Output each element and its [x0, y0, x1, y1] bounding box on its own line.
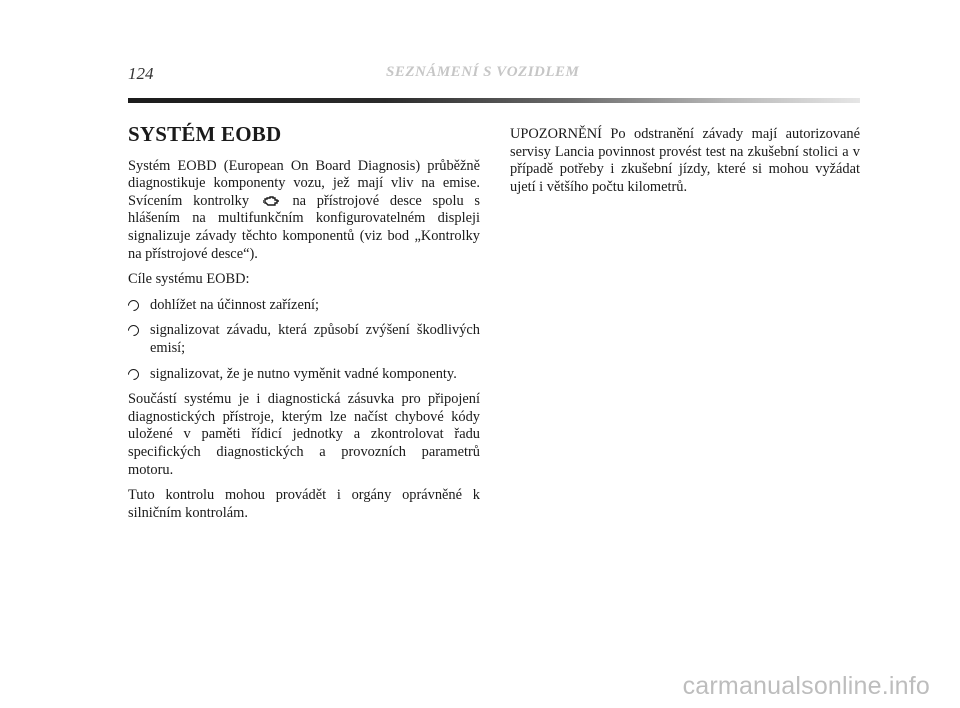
header-rule: [128, 98, 860, 103]
bullet-icon: [126, 323, 142, 339]
goal-text: dohlížet na účinnost zařízení;: [150, 296, 320, 313]
left-column: [128, 120, 480, 530]
running-header: SEZNÁMENÍ S VOZIDLEM: [386, 64, 580, 80]
list-item: [128, 297, 480, 315]
section-title: SYSTÉM EOBD: [128, 122, 282, 146]
goals-heading: Cíle systému EOBD:: [128, 271, 250, 288]
right-column: [510, 126, 860, 204]
intro-paragraph: [128, 158, 480, 264]
goal-text: signalizovat, že je nutno vyměnit vadné komponenty.: [150, 365, 457, 382]
goals-list: [128, 297, 480, 383]
bullet-icon: [126, 366, 142, 382]
intro-text-end: na přístrojové desce spolu s hlášením na multifunkčním konfigurovatelném displeji signalizuje závady těchto komponentů (viz bod „Kontrolky na přístrojové desce“).: [128, 192, 480, 262]
bullet-icon: [126, 297, 142, 313]
page-number: 124: [128, 64, 154, 83]
warning-paragraph: UPOZORNĚNÍ Po odstranění závady mají autorizované servisy Lancia povinnost provést test na zkušební stolici a v případě potřeby i zkušební jízdy, které si mohou vyžádat ujetí i většího počtu kilometrů.: [510, 126, 860, 195]
list-item: [128, 322, 480, 357]
intro-text-start: Systém EOBD (European On Board Diagnosis) průběžně diagnostikuje komponenty vozu, jež mají vliv na emise. Svícením kontrolky: [128, 157, 480, 209]
watermark: carmanualsonline.info: [682, 672, 930, 700]
diagnostic-socket-paragraph: Součástí systému je i diagnostická zásuvka pro připojení diagnostických přístroje, kterým lze načíst chybové kódy uložené v paměti řídicí jednotky a zkontrolovat řadu specifických diagnostických a provozních parametrů motoru.: [128, 391, 480, 478]
goal-text: signalizovat závadu, která způsobí zvýšení škodlivých emisí;: [150, 322, 480, 356]
engine-check-icon: [263, 196, 279, 207]
roadside-control-paragraph: Tuto kontrolu mohou provádět i orgány oprávněné k silničním kontrolám.: [128, 487, 480, 521]
list-item: [128, 366, 480, 384]
